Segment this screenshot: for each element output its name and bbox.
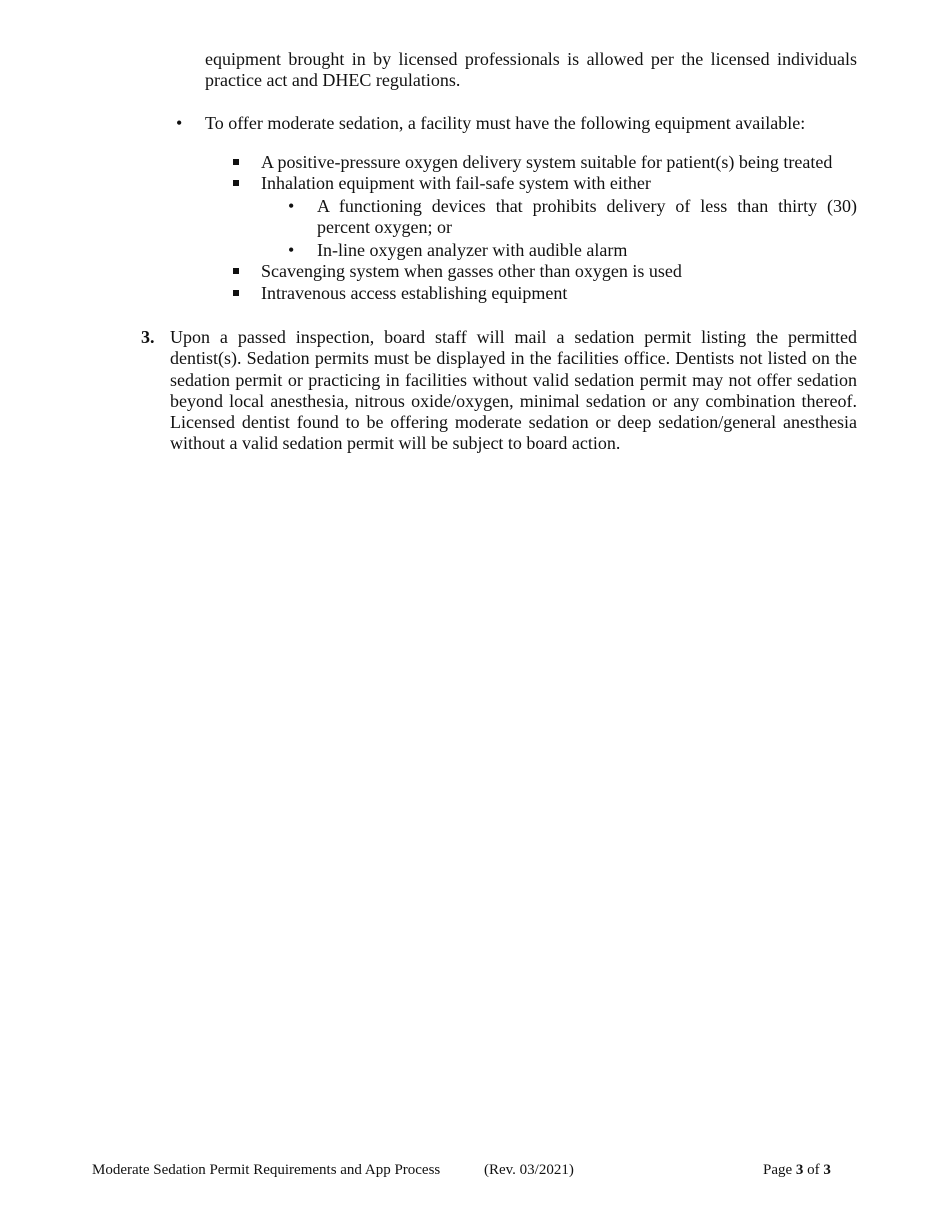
square-bullet [233,268,239,274]
failsafe-option: A functioning devices that prohibits delivery of less than thirty (30) percent oxygen; or [317,196,857,238]
failsafe-option: In-line oxygen analyzer with audible alarm [317,240,628,260]
bullet-dot: • [288,240,295,260]
square-bullet [233,180,239,186]
continuation-paragraph: equipment brought in by licensed professionals is allowed per the licensed individuals practice act and DHEC regulations. [205,49,857,91]
bullet-dot: • [288,196,295,216]
item-number: 3. [141,327,155,347]
equipment-item: Scavenging system when gasses other than oxygen is used [261,261,682,281]
footer-page-current: 3 [795,1162,804,1178]
equipment-item: Inhalation equipment with fail-safe system with either [261,173,651,193]
equipment-item: Intravenous access establishing equipment [261,283,568,303]
moderate-sedation-bullet: To offer moderate sedation, a facility must have the following equipment available: [205,113,806,133]
square-bullet [233,290,239,296]
footer-page-word: Page [763,1162,793,1178]
footer-page-number [763,1161,831,1179]
footer-doc-title: Moderate Sedation Permit Requirements and App Process [92,1162,441,1178]
footer-revision: (Rev. 03/2021) [484,1162,574,1178]
item3-paragraph: Upon a passed inspection, board staff will mail a sedation permit listing the permitted dentist(s). Sedation permits must be displayed in the facilities office. Dentists not listed on the sedation permit or practicing in facilities without valid sedation permit may not offer sedation beyond local anesthesia, nitrous oxide/oxygen, minimal sedation or any combination thereof. Licensed dentist found to be offering moderate sedation or deep sedation/general anesthesia without a valid sedation permit will be subject to board action. [170,327,857,454]
square-bullet [233,159,239,165]
footer-page-total: 3 [823,1162,831,1178]
bullet-dot: • [176,113,183,133]
equipment-item: A positive-pressure oxygen delivery system suitable for patient(s) being treated [261,152,833,172]
footer-page-of: of [807,1162,820,1178]
